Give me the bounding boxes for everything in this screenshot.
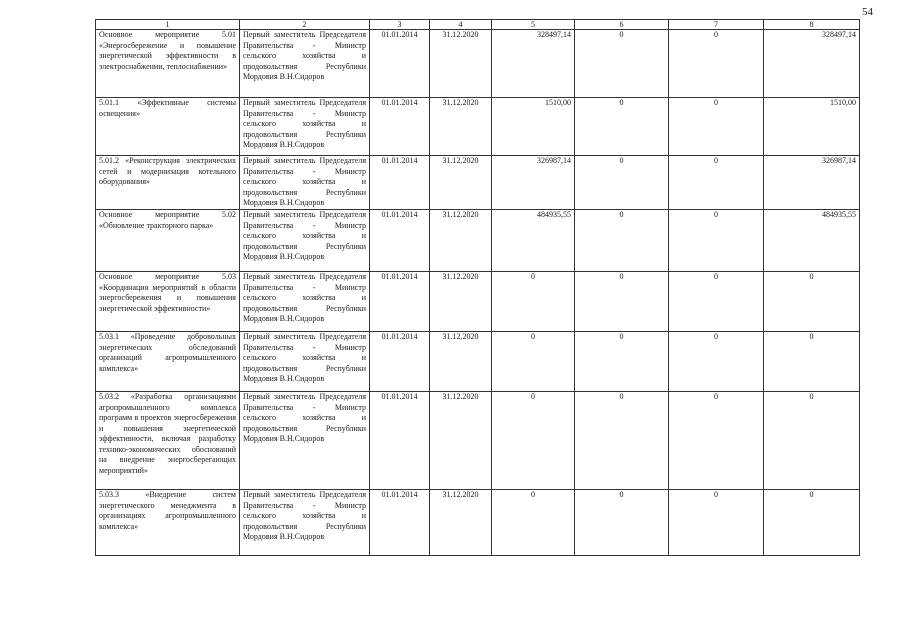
event-name: 5.01.2 «Реконструкция электрических сетей и модернизация котельного оборудования» [96, 156, 240, 210]
amount-col6: 0 [575, 490, 669, 556]
table-row [96, 392, 860, 490]
amount-col6: 0 [575, 156, 669, 210]
amount-col6: 0 [575, 392, 669, 490]
column-header: 6 [575, 20, 669, 30]
start-date: 01.01.2014 [370, 490, 430, 556]
start-date: 01.01.2014 [370, 156, 430, 210]
table-row [96, 332, 860, 392]
amount-col7: 0 [669, 210, 764, 272]
end-date: 31.12.2020 [430, 272, 492, 332]
column-header: 8 [764, 20, 860, 30]
amount-col8: 484935,55 [764, 210, 860, 272]
amount-col8: 326987,14 [764, 156, 860, 210]
table-row [96, 156, 860, 210]
amount-col7: 0 [669, 272, 764, 332]
end-date: 31.12.2020 [430, 490, 492, 556]
table-row [96, 30, 860, 98]
program-events-table [95, 19, 860, 556]
responsible-executor: Первый заместитель Председателя Правительства - Министр сельского хозяйства и продовольствия Республики Мордовия В.Н.Сидоров [240, 156, 370, 210]
table-row [96, 210, 860, 272]
responsible-executor: Первый заместитель Председателя Правительства - Министр сельского хозяйства и продовольствия Республики Мордовия В.Н.Сидоров [240, 210, 370, 272]
amount-col5: 326987,14 [492, 156, 575, 210]
amount-col7: 0 [669, 30, 764, 98]
column-header: 1 [96, 20, 240, 30]
event-name: 5.03.1 «Проведение добровольных энергетических обследований организаций агропромышленного комплекса» [96, 332, 240, 392]
start-date: 01.01.2014 [370, 210, 430, 272]
amount-col7: 0 [669, 332, 764, 392]
page-number: 54 [862, 6, 873, 18]
event-name: 5.03.2 «Разработка организациями агропромышленного комплекса программ в проектов энергосбережения и повышения энергетической эффективности, включая разработку технико-экономических обоснований на внедрение энергосберегающих мероприятий» [96, 392, 240, 490]
responsible-executor: Первый заместитель Председателя Правительства - Министр сельского хозяйства и продовольствия Республики Мордовия В.Н.Сидоров [240, 272, 370, 332]
table-row [96, 490, 860, 556]
amount-col7: 0 [669, 392, 764, 490]
amount-col8: 328497,14 [764, 30, 860, 98]
responsible-executor: Первый заместитель Председателя Правительства - Министр сельского хозяйства и продовольствия Республики Мордовия В.Н.Сидоров [240, 98, 370, 156]
end-date: 31.12.2020 [430, 156, 492, 210]
end-date: 31.12.2020 [430, 30, 492, 98]
end-date: 31.12.2020 [430, 332, 492, 392]
amount-col5: 0 [492, 272, 575, 332]
start-date: 01.01.2014 [370, 332, 430, 392]
amount-col8: 0 [764, 392, 860, 490]
column-header: 7 [669, 20, 764, 30]
amount-col5: 328497,14 [492, 30, 575, 98]
column-header: 3 [370, 20, 430, 30]
responsible-executor: Первый заместитель Председателя Правительства - Министр сельского хозяйства и продовольствия Республики Мордовия В.Н.Сидоров [240, 490, 370, 556]
table-row [96, 98, 860, 156]
amount-col8: 0 [764, 272, 860, 332]
amount-col6: 0 [575, 98, 669, 156]
event-name: 5.03.3 «Внедрение систем энергетического менеджмента в организациях агропромышленного комплекса» [96, 490, 240, 556]
amount-col6: 0 [575, 210, 669, 272]
amount-col6: 0 [575, 272, 669, 332]
amount-col6: 0 [575, 30, 669, 98]
end-date: 31.12.2020 [430, 392, 492, 490]
start-date: 01.01.2014 [370, 98, 430, 156]
amount-col5: 0 [492, 392, 575, 490]
end-date: 31.12.2020 [430, 210, 492, 272]
amount-col7: 0 [669, 98, 764, 156]
column-number-row [96, 20, 860, 30]
column-header: 2 [240, 20, 370, 30]
responsible-executor: Первый заместитель Председателя Правительства - Министр сельского хозяйства и продовольствия Республики Мордовия В.Н.Сидоров [240, 30, 370, 98]
start-date: 01.01.2014 [370, 272, 430, 332]
end-date: 31.12.2020 [430, 98, 492, 156]
amount-col7: 0 [669, 156, 764, 210]
amount-col8: 1510,00 [764, 98, 860, 156]
event-name: Основное мероприятие 5.03 «Координация мероприятий в области энергосбережения и повышения энергетической эффективности» [96, 272, 240, 332]
start-date: 01.01.2014 [370, 392, 430, 490]
amount-col5: 0 [492, 490, 575, 556]
responsible-executor: Первый заместитель Председателя Правительства - Министр сельского хозяйства и продовольствия Республики Мордовия В.Н.Сидоров [240, 332, 370, 392]
start-date: 01.01.2014 [370, 30, 430, 98]
amount-col5: 484935,55 [492, 210, 575, 272]
event-name: Основное мероприятие 5.01 «Энергосбережение и повышение энергетической эффективности в электроснабжении, теплоснабжении» [96, 30, 240, 98]
amount-col8: 0 [764, 490, 860, 556]
table-row [96, 272, 860, 332]
amount-col7: 0 [669, 490, 764, 556]
event-name: Основное мероприятие 5.02 «Обновление тракторного парка» [96, 210, 240, 272]
amount-col5: 0 [492, 332, 575, 392]
column-header: 5 [492, 20, 575, 30]
event-name: 5.01.1 «Эффективные системы освещения» [96, 98, 240, 156]
amount-col8: 0 [764, 332, 860, 392]
amount-col5: 1510,00 [492, 98, 575, 156]
amount-col6: 0 [575, 332, 669, 392]
responsible-executor: Первый заместитель Председателя Правительства - Министр сельского хозяйства и продовольствия Республики Мордовия В.Н.Сидоров [240, 392, 370, 490]
column-header: 4 [430, 20, 492, 30]
